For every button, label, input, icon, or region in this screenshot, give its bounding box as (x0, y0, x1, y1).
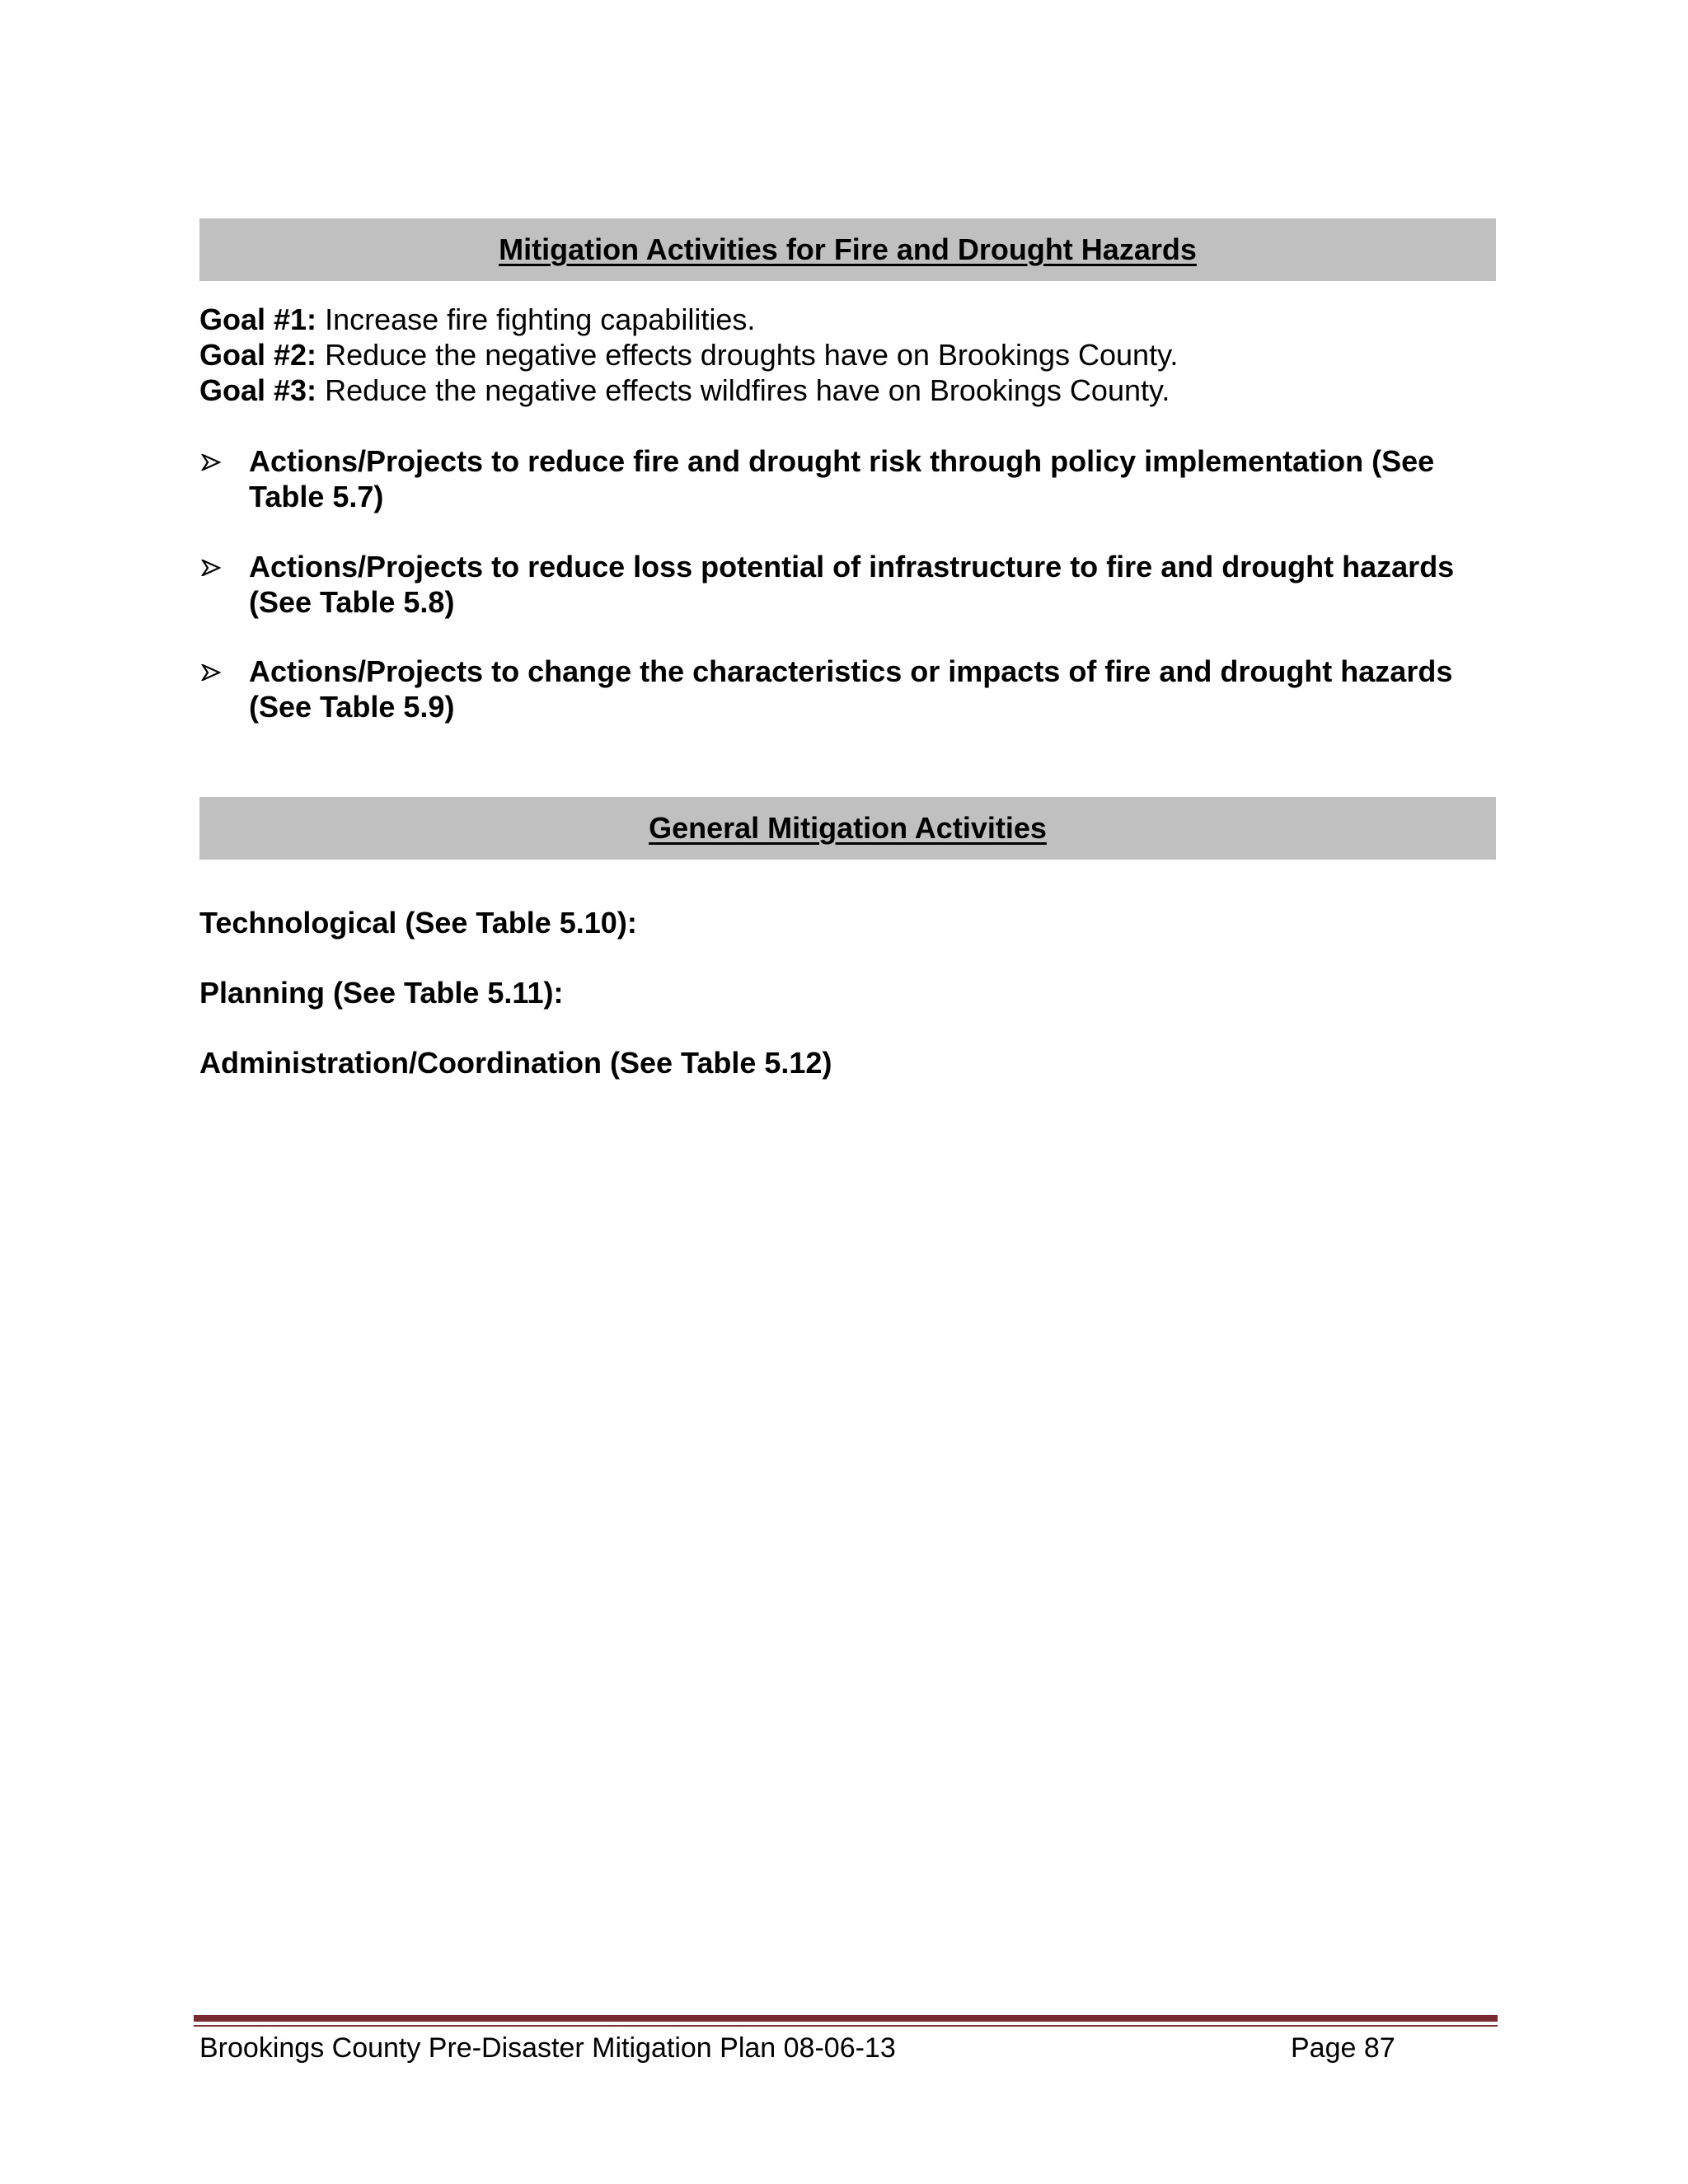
goal-label: Goal #3: (199, 373, 317, 407)
goal-item (199, 302, 1496, 337)
arrowhead-bullet-icon (199, 443, 224, 479)
action-text: Actions/Projects to reduce loss potential of infrastructure to fire and drought hazards (See Table 5.8) (249, 550, 1455, 619)
action-list-item (199, 654, 1496, 724)
general-activity-administration: Administration/Coordination (See Table 5.12) (199, 1046, 832, 1080)
footer-divider-thin (194, 2025, 1498, 2027)
action-list-item (199, 549, 1496, 620)
general-activity-technological: Technological (See Table 5.10): (199, 906, 637, 940)
footer-divider (194, 2015, 1498, 2022)
action-text: Actions/Projects to reduce fire and drought risk through policy implementation (See Table 5.7) (249, 444, 1435, 513)
goal-text: Reduce the negative effects droughts have on Brookings County. (316, 338, 1179, 372)
section-heading-fire-drought (199, 218, 1496, 281)
goal-item (199, 337, 1496, 373)
action-text: Actions/Projects to change the characteristics or impacts of fire and drought hazards (See Table 5.9) (249, 654, 1453, 724)
goals-list (199, 302, 1496, 408)
goal-label: Goal #1: (199, 302, 317, 336)
action-list-item (199, 443, 1496, 514)
section-heading-text: General Mitigation Activities (649, 811, 1047, 845)
footer-document-title: Brookings County Pre-Disaster Mitigation Plan 08-06-13 (199, 2032, 896, 2064)
goal-text: Increase fire fighting capabilities. (316, 302, 756, 336)
footer-page-number: Page 87 (1291, 2032, 1395, 2064)
section-heading-general (199, 797, 1496, 860)
general-activity-planning: Planning (See Table 5.11): (199, 976, 564, 1010)
arrowhead-bullet-icon (199, 549, 224, 584)
goal-text: Reduce the negative effects wildfires have on Brookings County. (316, 373, 1170, 407)
goal-item (199, 373, 1496, 408)
arrowhead-bullet-icon (199, 654, 224, 689)
section-heading-text: Mitigation Activities for Fire and Drought Hazards (499, 232, 1197, 266)
goal-label: Goal #2: (199, 338, 317, 372)
